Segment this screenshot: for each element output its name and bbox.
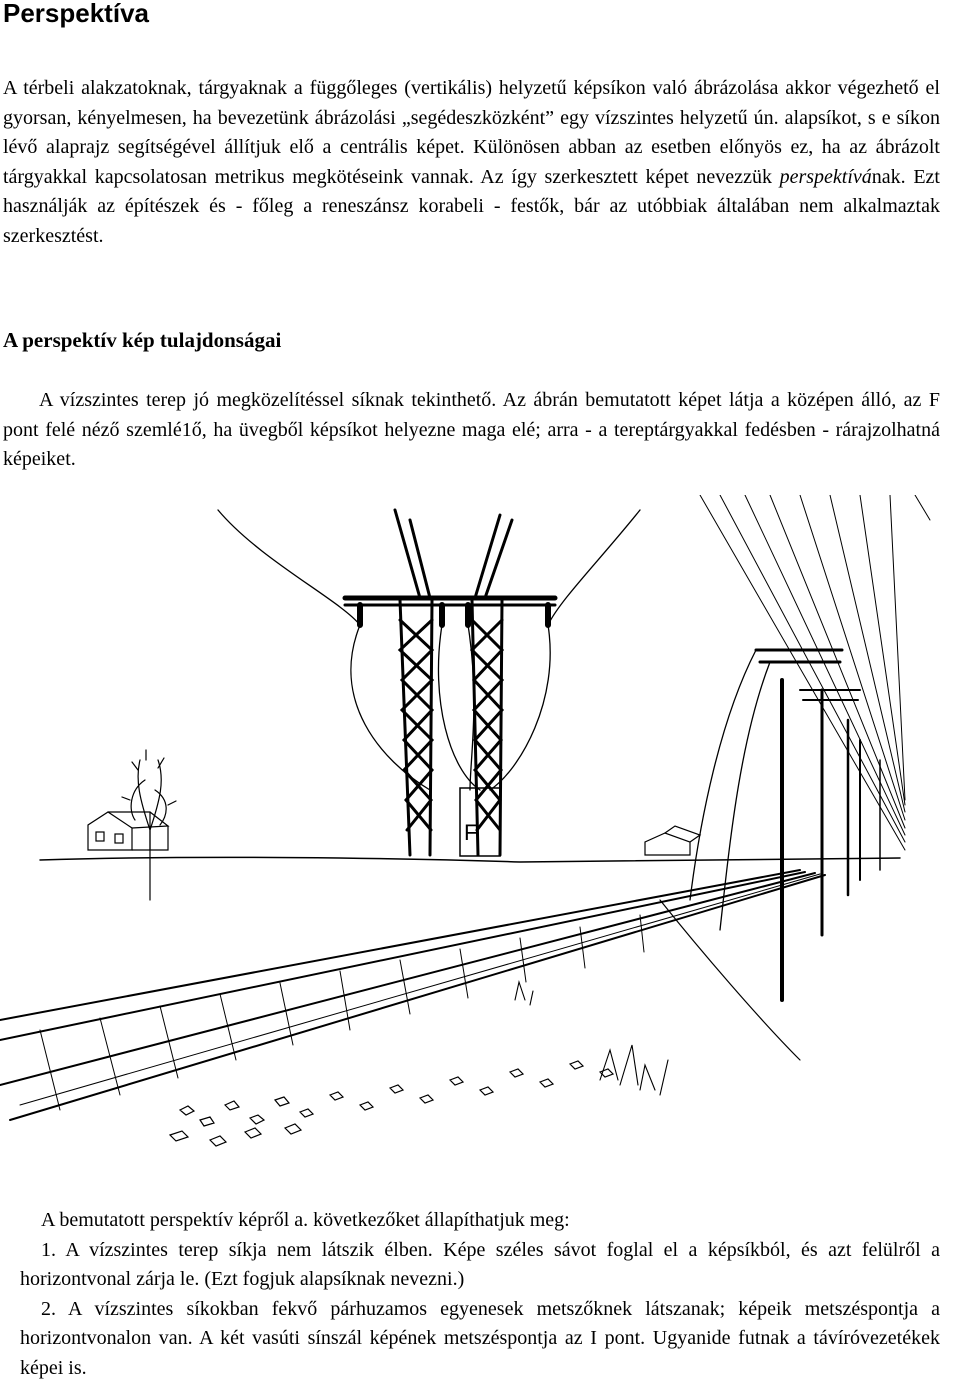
point-F-label: F	[464, 820, 477, 845]
ballast	[170, 1061, 613, 1146]
illustration-svg	[0, 495, 960, 1195]
section-paragraph	[3, 386, 940, 475]
left-tree	[122, 750, 176, 900]
bush	[515, 982, 668, 1095]
intro-italic-term: perspektívá	[780, 166, 872, 188]
observations-intro: A bemutatott perspektív képről a. következőket állapíthatjuk meg:	[20, 1206, 940, 1236]
pylon	[345, 510, 555, 855]
section-text: A vízszintes terep jó megközelítéssel síknak tekinthető. Az ábrán bemutatott képet látja a középen álló, az F pont felé néző szemlé1ő, ha üvegből képsíkot helyezne maga elé; arra - a tereptárgyakkal fedésben - rárajzolhatná képeiket.	[3, 389, 940, 470]
observation-item-2: 2. A vízszintes síkokban fekvő párhuzamos egyenesek metszőknek látszanak; képeik metszéspontja a horizontvonalon van. A két vasúti sínszál képének metszéspontja az I pont. Ugyanide futnak a távíróvezetékek képei is.	[20, 1295, 940, 1383]
right-house	[645, 826, 700, 855]
telegraph-wires	[700, 495, 930, 850]
intro-paragraph	[3, 74, 940, 251]
left-house	[88, 812, 168, 850]
section-heading: A perspektív kép tulajdonságai	[3, 326, 281, 354]
observations-list	[20, 1206, 940, 1383]
page-title: Perspektíva	[3, 0, 149, 26]
intro-text-start: A térbeli alakzatoknak, tárgyaknak a függőleges (vertikális) helyzetű képsíkon való ábrázolása akkor végezhető el gyorsan, kényelmesen, ha bevezetünk ábrázolási „segédeszközként” egy vízszintes helyzetű ún. alapsíkot, s e síkon lévő alaprajz segítségével állítjuk elő a centrális képet. Különösen abban az esetben előnyös ez, ha az ábrázolt tárgyakkal kapcsolatosan metrikus megkötéseink vannak. Az így szerkesztett képet nevezzük	[3, 77, 940, 188]
observation-item-1: 1. A vízszintes terep síkja nem látszik élben. Képe széles sávot foglal el a képsíkból, és azt felülről a horizontvonal zárja le. (Ezt fogjuk alapsíknak nevezni.)	[20, 1236, 940, 1295]
horizon-line	[40, 857, 900, 862]
pylon-wires	[218, 510, 640, 790]
intro-text-end: nak. Ezt használják az építészek és - főleg a reneszánsz korabeli - festők, bár az utóbbiak általában nem alkalmaztak szerkesztést.	[3, 166, 940, 247]
railway-tracks	[0, 870, 825, 1120]
railway-perspective-illustration	[0, 495, 960, 1195]
telegraph-poles	[756, 650, 880, 1000]
embankment	[660, 900, 800, 1060]
